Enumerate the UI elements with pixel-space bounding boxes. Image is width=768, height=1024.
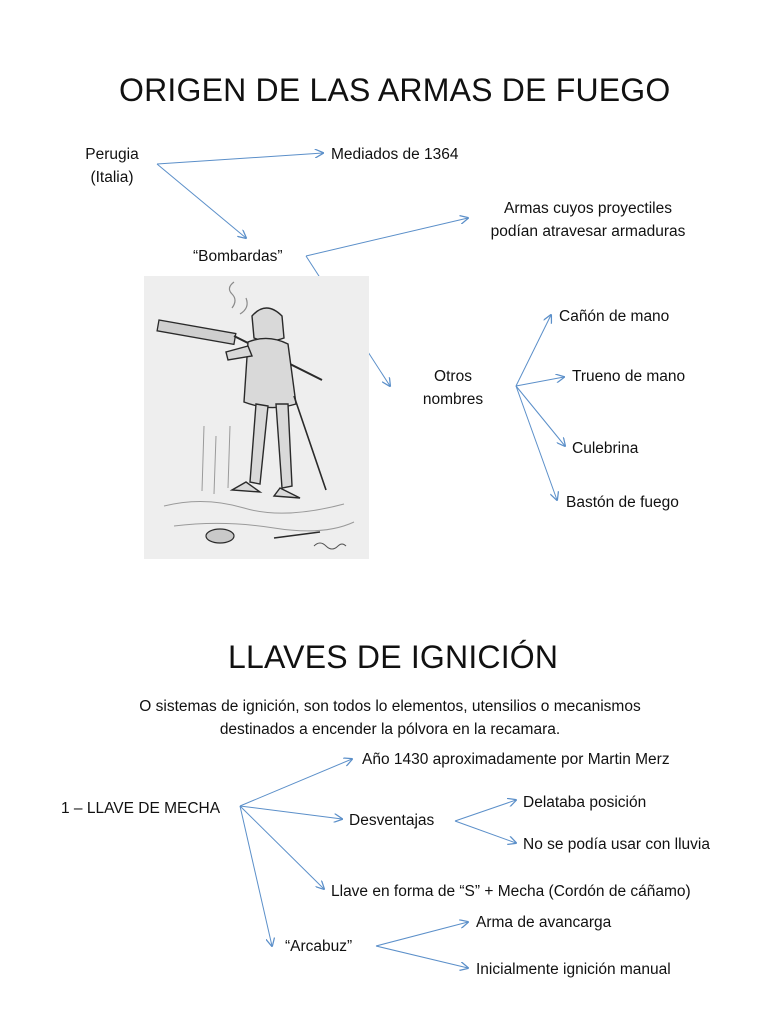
arrow-arcabuz-avancarga bbox=[376, 922, 468, 946]
armas-line1: Armas cuyos proyectiles bbox=[504, 200, 672, 217]
soldier-illustration bbox=[144, 276, 369, 559]
arrow-perugia-bombardas bbox=[157, 164, 246, 238]
armas-line2: podían atravesar armaduras bbox=[490, 223, 686, 240]
otros-line1: Otros bbox=[434, 368, 472, 385]
node-llave-de-mecha: 1 – LLAVE DE MECHA bbox=[61, 800, 221, 817]
desc-line1: O sistemas de ignición, son todos lo elementos, utensilios o mecanismos bbox=[139, 698, 641, 715]
perugia-line1: Perugia bbox=[85, 146, 139, 163]
item-no-lluvia: No se podía usar con lluvia bbox=[523, 836, 710, 853]
arrow-bombardas-armas bbox=[306, 218, 468, 256]
node-armas bbox=[470, 197, 706, 243]
node-otros-nombres bbox=[410, 365, 496, 411]
name-canon-de-mano: Cañón de mano bbox=[559, 308, 670, 325]
arrow-otros-baston bbox=[516, 386, 557, 500]
arrow-otros-culebrina bbox=[516, 386, 565, 446]
arrow-mecha-anio bbox=[240, 759, 352, 806]
node-perugia bbox=[72, 143, 152, 189]
arrow-arcabuz-ignicion bbox=[376, 946, 468, 968]
node-bombardas: “Bombardas” bbox=[193, 248, 283, 265]
name-culebrina: Culebrina bbox=[572, 440, 639, 457]
name-baston-de-fuego: Bastón de fuego bbox=[566, 494, 679, 511]
arrow-mecha-desventajas bbox=[240, 806, 342, 819]
arrow-mecha-arcabuz bbox=[240, 806, 272, 946]
arrow-desventajas-lluvia bbox=[455, 821, 516, 843]
arrow-desventajas-delataba bbox=[455, 800, 516, 821]
item-ignicion-manual: Inicialmente ignición manual bbox=[476, 961, 671, 978]
section-title-llaves: LLAVES DE IGNICIÓN bbox=[228, 639, 559, 675]
page-title: ORIGEN DE LAS ARMAS DE FUEGO bbox=[119, 72, 671, 108]
arrow-otros-trueno bbox=[516, 377, 564, 386]
item-delataba-posicion: Delataba posición bbox=[523, 794, 647, 811]
otros-line2: nombres bbox=[422, 391, 484, 408]
section-description bbox=[60, 695, 720, 741]
node-anio-1430: Año 1430 aproximadamente por Martin Merz bbox=[362, 751, 670, 768]
node-mediados: Mediados de 1364 bbox=[331, 146, 459, 163]
node-arcabuz: “Arcabuz” bbox=[285, 938, 353, 955]
arrow-perugia-mediados bbox=[157, 153, 323, 164]
node-llave-forma-s: Llave en forma de “S” + Mecha (Cordón de cáñamo) bbox=[331, 883, 691, 900]
arrow-mecha-forma bbox=[240, 806, 324, 889]
desc-line2: destinados a encender la pólvora en la recamara. bbox=[219, 721, 561, 738]
item-arma-avancarga: Arma de avancarga bbox=[476, 914, 612, 931]
perugia-line2: (Italia) bbox=[90, 169, 134, 186]
soldier-with-hand-cannon-sketch-icon bbox=[144, 276, 369, 559]
node-desventajas: Desventajas bbox=[349, 812, 435, 829]
arrow-otros-canon bbox=[516, 315, 551, 386]
name-trueno-de-mano: Trueno de mano bbox=[572, 368, 686, 385]
